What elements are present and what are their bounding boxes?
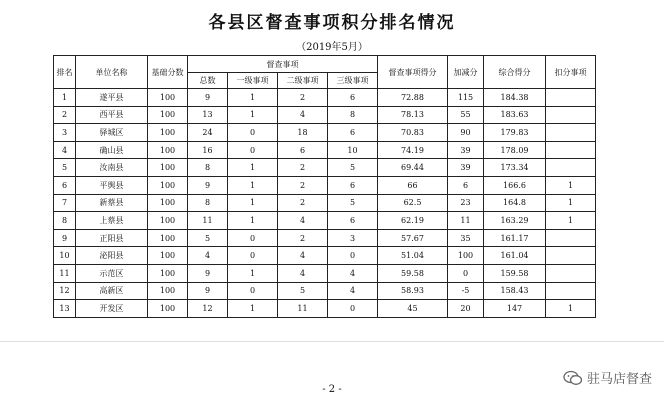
- cell-l3: 6: [328, 212, 378, 230]
- cell-score: 45: [378, 300, 448, 318]
- cell-rank: 6: [54, 176, 76, 194]
- cell-unit: 新蔡县: [76, 194, 148, 212]
- cell-rank: 13: [54, 300, 76, 318]
- cell-base: 100: [148, 194, 188, 212]
- cell-unit: 开发区: [76, 300, 148, 318]
- cell-deduct: [546, 141, 596, 159]
- cell-rank: 8: [54, 212, 76, 230]
- cell-unit: 确山县: [76, 141, 148, 159]
- cell-l1: 1: [228, 194, 278, 212]
- header-base: 基础分数: [148, 56, 188, 89]
- cell-l3: 8: [328, 106, 378, 124]
- cell-adjust: 55: [448, 106, 484, 124]
- cell-l3: 10: [328, 141, 378, 159]
- cell-l2: 2: [278, 194, 328, 212]
- cell-adjust: -5: [448, 282, 484, 300]
- cell-rank: 10: [54, 247, 76, 265]
- header-level2: 二级事项: [278, 73, 328, 89]
- cell-l3: 5: [328, 159, 378, 177]
- cell-base: 100: [148, 106, 188, 124]
- cell-base: 100: [148, 300, 188, 318]
- cell-total: 13: [188, 106, 228, 124]
- cell-l2: 2: [278, 176, 328, 194]
- cell-deduct: 1: [546, 212, 596, 230]
- cell-l2: 4: [278, 212, 328, 230]
- cell-l3: 6: [328, 124, 378, 142]
- cell-adjust: 11: [448, 212, 484, 230]
- cell-score: 74.19: [378, 141, 448, 159]
- cell-overall: 184.38: [484, 89, 546, 107]
- cell-adjust: 23: [448, 194, 484, 212]
- cell-deduct: 1: [546, 176, 596, 194]
- cell-unit: 上蔡县: [76, 212, 148, 230]
- cell-total: 8: [188, 159, 228, 177]
- cell-total: 24: [188, 124, 228, 142]
- cell-l2: 2: [278, 159, 328, 177]
- cell-base: 100: [148, 229, 188, 247]
- cell-l2: 2: [278, 89, 328, 107]
- cell-total: 11: [188, 212, 228, 230]
- cell-overall: 178.09: [484, 141, 546, 159]
- table-row: [54, 300, 596, 318]
- cell-deduct: [546, 106, 596, 124]
- wechat-bubble-icon: [563, 370, 583, 386]
- cell-unit: 示范区: [76, 264, 148, 282]
- cell-deduct: [546, 282, 596, 300]
- cell-total: 9: [188, 282, 228, 300]
- cell-adjust: 20: [448, 300, 484, 318]
- watermark: [563, 368, 652, 387]
- cell-adjust: 39: [448, 141, 484, 159]
- cell-overall: 173.34: [484, 159, 546, 177]
- cell-l3: 0: [328, 300, 378, 318]
- cell-l1: 0: [228, 124, 278, 142]
- cell-deduct: [546, 264, 596, 282]
- cell-deduct: [546, 247, 596, 265]
- header-deduct: 扣分事项: [546, 56, 596, 89]
- cell-l2: 2: [278, 229, 328, 247]
- cell-l3: 5: [328, 194, 378, 212]
- cell-l1: 1: [228, 89, 278, 107]
- header-overall: 综合得分: [484, 56, 546, 89]
- cell-l2: 6: [278, 141, 328, 159]
- ranking-table-body: [54, 89, 596, 318]
- cell-adjust: 115: [448, 89, 484, 107]
- cell-l3: 3: [328, 229, 378, 247]
- cell-l1: 0: [228, 282, 278, 300]
- cell-total: 9: [188, 176, 228, 194]
- cell-l1: 0: [228, 247, 278, 265]
- cell-l2: 4: [278, 106, 328, 124]
- cell-base: 100: [148, 264, 188, 282]
- cell-l1: 0: [228, 229, 278, 247]
- cell-overall: 161.17: [484, 229, 546, 247]
- table-row: [54, 194, 596, 212]
- page-subtitle: （2019年5月）: [296, 42, 368, 53]
- cell-base: 100: [148, 89, 188, 107]
- watermark-text: 驻马店督查: [586, 372, 652, 387]
- cell-adjust: 6: [448, 176, 484, 194]
- cell-rank: 4: [54, 141, 76, 159]
- table-row: [54, 124, 596, 142]
- table-row: [54, 176, 596, 194]
- cell-score: 70.83: [378, 124, 448, 142]
- cell-adjust: 0: [448, 264, 484, 282]
- cell-rank: 9: [54, 229, 76, 247]
- cell-unit: 正阳县: [76, 229, 148, 247]
- cell-deduct: 1: [546, 300, 596, 318]
- table-row: [54, 159, 596, 177]
- cell-rank: 5: [54, 159, 76, 177]
- cell-total: 9: [188, 264, 228, 282]
- cell-rank: 1: [54, 89, 76, 107]
- cell-deduct: [546, 89, 596, 107]
- cell-deduct: [546, 159, 596, 177]
- cell-l2: 5: [278, 282, 328, 300]
- cell-total: 12: [188, 300, 228, 318]
- cell-l2: 4: [278, 264, 328, 282]
- cell-overall: 163.29: [484, 212, 546, 230]
- header-adjust: 加减分: [448, 56, 484, 89]
- table-row: [54, 247, 596, 265]
- cell-rank: 7: [54, 194, 76, 212]
- cell-adjust: 35: [448, 229, 484, 247]
- cell-rank: 12: [54, 282, 76, 300]
- cell-unit: 驿城区: [76, 124, 148, 142]
- cell-score: 62.19: [378, 212, 448, 230]
- cell-score: 62.5: [378, 194, 448, 212]
- cell-base: 100: [148, 212, 188, 230]
- cell-score: 69.44: [378, 159, 448, 177]
- cell-unit: 西平县: [76, 106, 148, 124]
- cell-unit: 高新区: [76, 282, 148, 300]
- cell-l1: 1: [228, 212, 278, 230]
- header-level1: 一级事项: [228, 73, 278, 89]
- cell-unit: 泌阳县: [76, 247, 148, 265]
- cell-total: 9: [188, 89, 228, 107]
- cell-l3: 6: [328, 89, 378, 107]
- cell-total: 8: [188, 194, 228, 212]
- cell-l1: 0: [228, 141, 278, 159]
- header-level3: 三级事项: [328, 73, 378, 89]
- header-unit: 单位名称: [76, 56, 148, 89]
- cell-overall: 161.04: [484, 247, 546, 265]
- cell-base: 100: [148, 159, 188, 177]
- cell-base: 100: [148, 176, 188, 194]
- cell-adjust: 90: [448, 124, 484, 142]
- cell-l1: 1: [228, 106, 278, 124]
- cell-base: 100: [148, 141, 188, 159]
- cell-score: 51.04: [378, 247, 448, 265]
- cell-overall: 147: [484, 300, 546, 318]
- cell-l1: 1: [228, 159, 278, 177]
- cell-base: 100: [148, 282, 188, 300]
- cell-score: 57.67: [378, 229, 448, 247]
- footer-divider: [0, 341, 664, 342]
- cell-deduct: [546, 124, 596, 142]
- cell-l3: 4: [328, 282, 378, 300]
- cell-score: 66: [378, 176, 448, 194]
- cell-total: 5: [188, 229, 228, 247]
- cell-rank: 2: [54, 106, 76, 124]
- cell-l2: 4: [278, 247, 328, 265]
- page-number: - 2 -: [322, 384, 342, 395]
- table-row: [54, 212, 596, 230]
- cell-score: 58.93: [378, 282, 448, 300]
- cell-l1: 1: [228, 176, 278, 194]
- ranking-table: [53, 55, 596, 318]
- page-title: 各县区督查事项积分排名情况: [208, 13, 456, 33]
- cell-l3: 4: [328, 264, 378, 282]
- cell-l3: 0: [328, 247, 378, 265]
- cell-unit: 汝南县: [76, 159, 148, 177]
- cell-overall: 183.63: [484, 106, 546, 124]
- cell-base: 100: [148, 124, 188, 142]
- header-rank: 排名: [54, 56, 76, 89]
- cell-deduct: 1: [546, 194, 596, 212]
- cell-base: 100: [148, 247, 188, 265]
- cell-score: 72.88: [378, 89, 448, 107]
- cell-unit: 平舆县: [76, 176, 148, 194]
- cell-overall: 158.43: [484, 282, 546, 300]
- cell-adjust: 100: [448, 247, 484, 265]
- table-row: [54, 106, 596, 124]
- cell-l2: 18: [278, 124, 328, 142]
- cell-total: 4: [188, 247, 228, 265]
- table-row: [54, 141, 596, 159]
- table-row: [54, 282, 596, 300]
- cell-adjust: 39: [448, 159, 484, 177]
- cell-l1: 1: [228, 300, 278, 318]
- table-row: [54, 89, 596, 107]
- cell-rank: 11: [54, 264, 76, 282]
- cell-l2: 11: [278, 300, 328, 318]
- table-row: [54, 229, 596, 247]
- cell-unit: 遂平县: [76, 89, 148, 107]
- cell-score: 78.13: [378, 106, 448, 124]
- cell-l1: 1: [228, 264, 278, 282]
- cell-overall: 166.6: [484, 176, 546, 194]
- cell-rank: 3: [54, 124, 76, 142]
- cell-l3: 6: [328, 176, 378, 194]
- table-row: [54, 264, 596, 282]
- cell-overall: 179.83: [484, 124, 546, 142]
- cell-score: 59.58: [378, 264, 448, 282]
- header-supervision: 督查事项: [188, 56, 378, 73]
- header-score: 督查事项得分: [378, 56, 448, 89]
- cell-overall: 159.58: [484, 264, 546, 282]
- cell-deduct: [546, 229, 596, 247]
- header-total: 总数: [188, 73, 228, 89]
- cell-overall: 164.8: [484, 194, 546, 212]
- cell-total: 16: [188, 141, 228, 159]
